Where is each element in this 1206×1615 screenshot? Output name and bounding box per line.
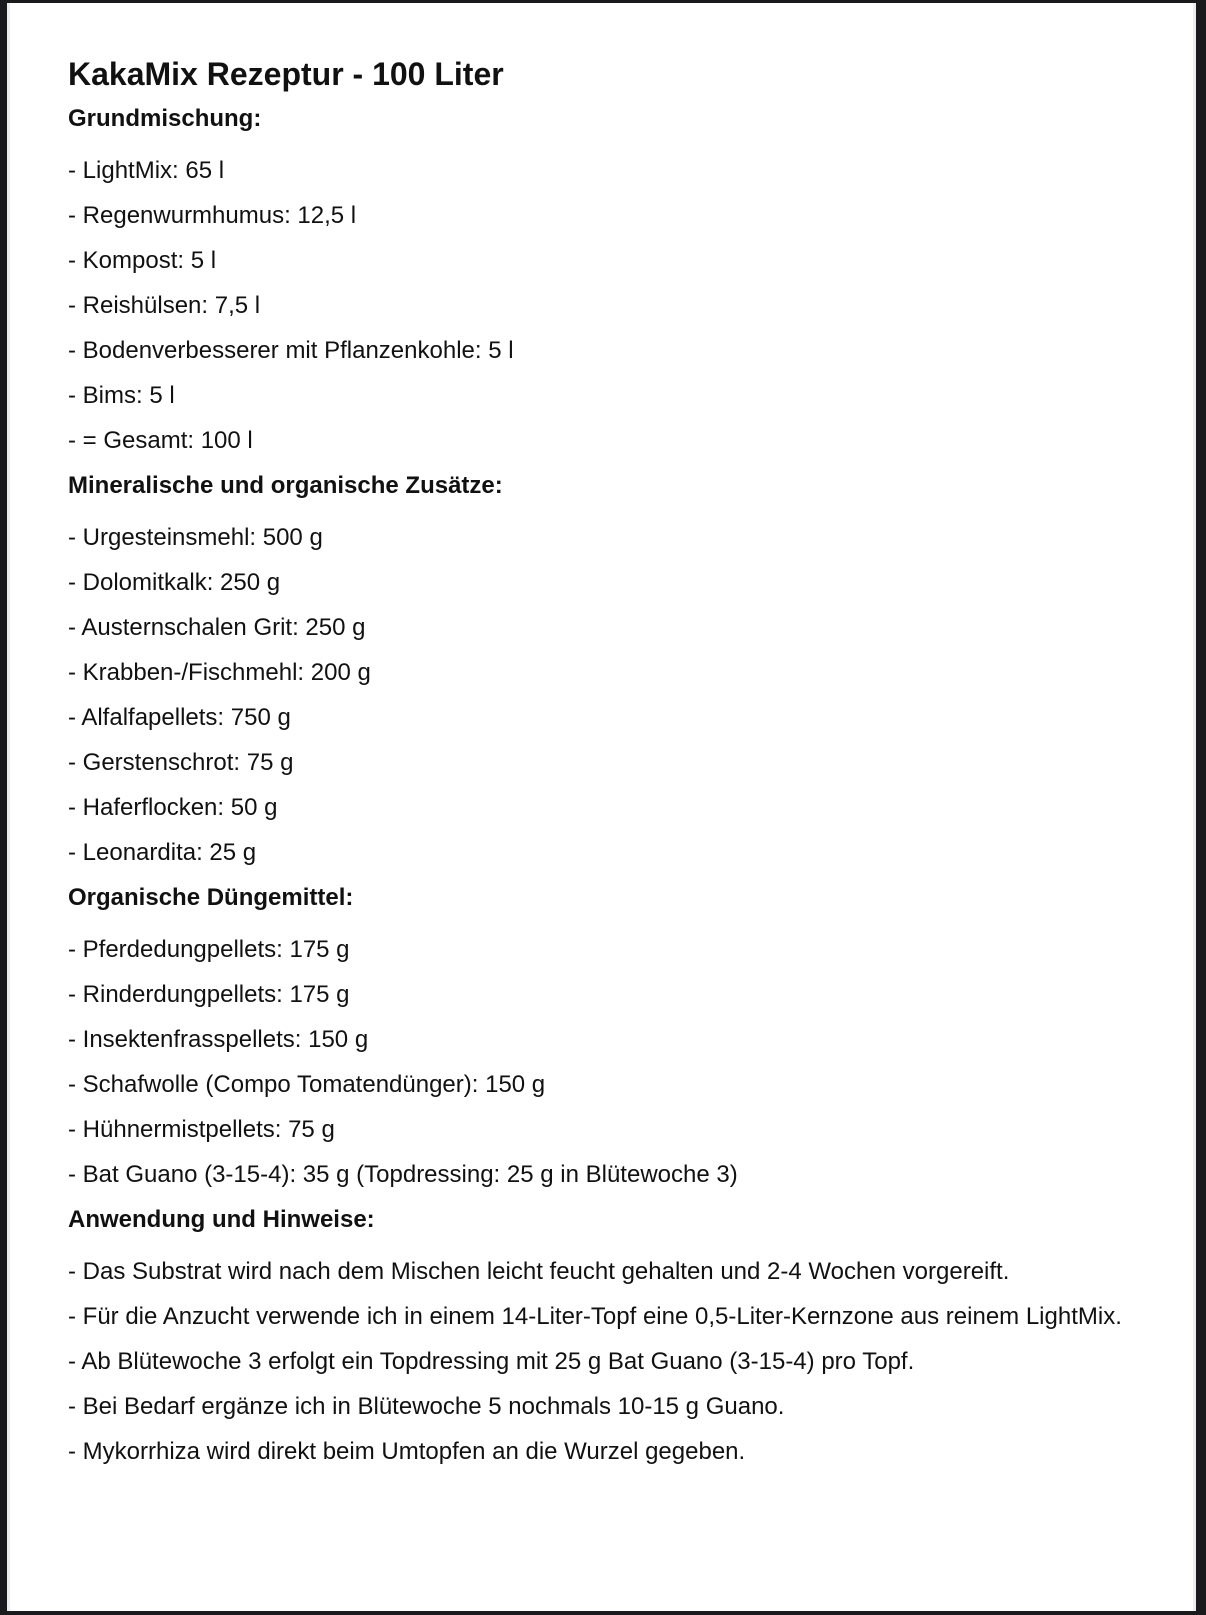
list-item: - Leonardita: 25 g — [68, 839, 257, 866]
list-item: - Regenwurmhumus: 12,5 l — [68, 202, 357, 229]
list-item: - Austernschalen Grit: 250 g — [68, 614, 366, 641]
section-heading-mineralische-zusaetze: Mineralische und organische Zusätze: — [68, 472, 503, 499]
list-item: - Bat Guano (3-15-4): 35 g (Topdressing: 25 g in Blütewoche 3) — [68, 1161, 738, 1188]
list-item: - Insektenfrasspellets: 150 g — [68, 1026, 369, 1053]
list-item: - Pferdedungpellets: 175 g — [68, 936, 350, 963]
list-item: - Kompost: 5 l — [68, 247, 217, 274]
list-item: - Urgesteinsmehl: 500 g — [68, 524, 323, 551]
list-item: - Reishülsen: 7,5 l — [68, 292, 261, 319]
list-item: - Ab Blütewoche 3 erfolgt ein Topdressing mit 25 g Bat Guano (3-15-4) pro Topf. — [68, 1348, 915, 1375]
list-item: - Krabben-/Fischmehl: 200 g — [68, 659, 371, 686]
list-item: - Alfalfapellets: 750 g — [68, 704, 291, 731]
list-item: - Bims: 5 l — [68, 382, 175, 409]
section-heading-organische-duengemittel: Organische Düngemittel: — [68, 884, 354, 911]
list-item: - Hühnermistpellets: 75 g — [68, 1116, 335, 1143]
section-heading-anwendung-hinweise: Anwendung und Hinweise: — [68, 1206, 375, 1233]
list-item: - Das Substrat wird nach dem Mischen leicht feucht gehalten und 2-4 Wochen vorgereift. — [68, 1258, 1010, 1285]
list-item: - Bei Bedarf ergänze ich in Blütewoche 5 nochmals 10-15 g Guano. — [68, 1393, 785, 1420]
list-item: - Mykorrhiza wird direkt beim Umtopfen an die Wurzel gegeben. — [68, 1438, 746, 1465]
list-item: - = Gesamt: 100 l — [68, 427, 253, 454]
page-title: KakaMix Rezeptur - 100 Liter — [68, 56, 504, 92]
list-item: - LightMix: 65 l — [68, 157, 225, 184]
list-item: - Rinderdungpellets: 175 g — [68, 981, 350, 1008]
list-item: - Für die Anzucht verwende ich in einem 14-Liter-Topf eine 0,5-Liter-Kernzone aus reinem LightMix. — [68, 1303, 1122, 1330]
document-page — [7, 3, 1196, 1611]
section-heading-grundmischung: Grundmischung: — [68, 105, 262, 132]
list-item: - Gerstenschrot: 75 g — [68, 749, 294, 776]
list-item: - Schafwolle (Compo Tomatendünger): 150 g — [68, 1071, 546, 1098]
list-item: - Bodenverbesserer mit Pflanzenkohle: 5 l — [68, 337, 514, 364]
list-item: - Dolomitkalk: 250 g — [68, 569, 281, 596]
list-item: - Haferflocken: 50 g — [68, 794, 278, 821]
